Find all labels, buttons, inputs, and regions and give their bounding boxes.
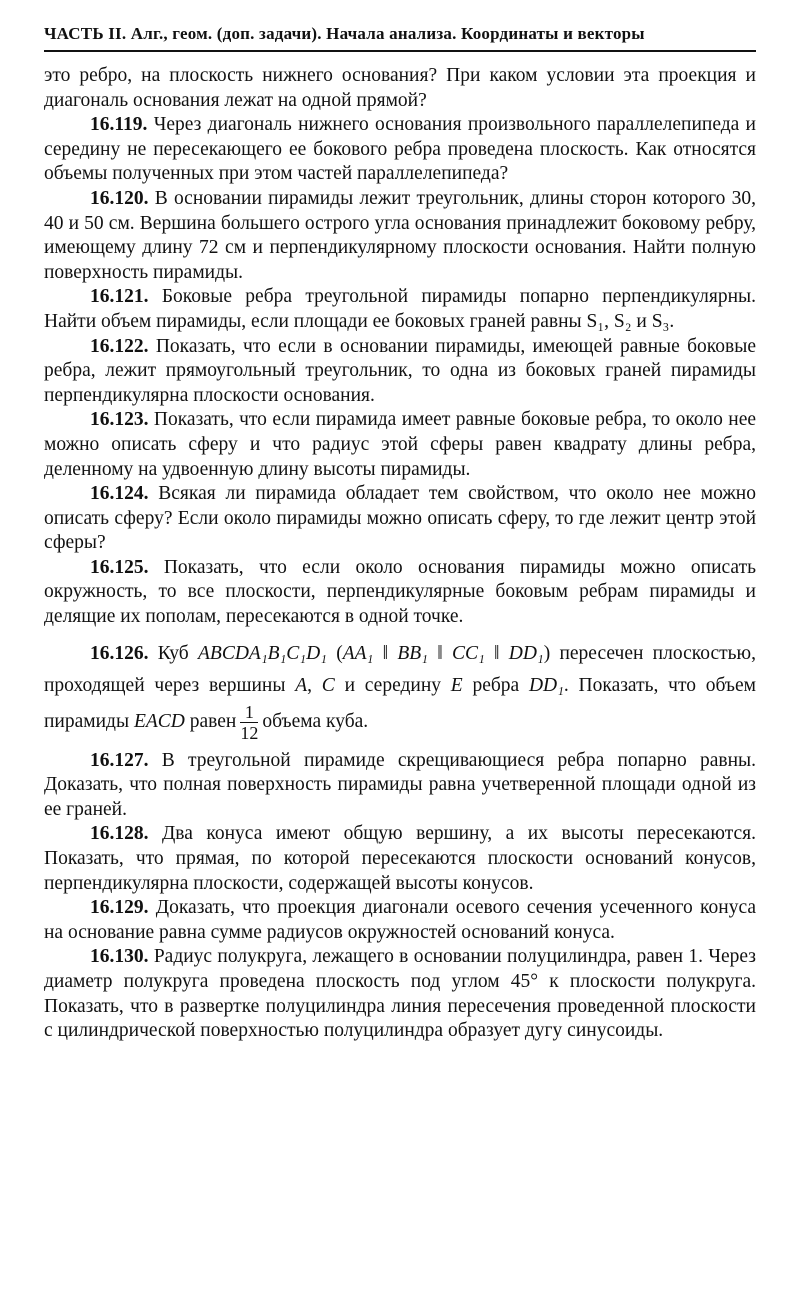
- problem-text: Всякая ли пирамида обладает тем свойством, что около нее можно описать сферу? Если около пирамиды можно описать сферу, то где лежит центр этой сферы?: [44, 483, 756, 554]
- problem-text: Показать, что если в основании пирамиды, имеющей равные боковые ребра, лежит прямоугольный треугольник, то одна из боковых граней пирамиды перпендикулярна плоскости основания.: [44, 335, 756, 406]
- problem-number: 16.119.: [90, 114, 148, 136]
- problem-16-124: [44, 482, 756, 556]
- problem-text: ) пересечен плоскостью, проходящей через вершины: [44, 642, 756, 696]
- math-point-e: E: [450, 674, 463, 696]
- lead-paragraph: это ребро, на плоскость нижнего основания? При каком условии эта проекция и диагональ основания лежат на одной прямой?: [44, 65, 756, 111]
- problem-text: . Показать, что объем пирамиды: [44, 674, 756, 732]
- problem-16-121: [44, 285, 756, 334]
- problem-text: равен: [184, 710, 237, 732]
- problem-text: объема куба.: [262, 710, 369, 732]
- problem-text: ,: [307, 674, 322, 696]
- text-body: [44, 64, 756, 1044]
- problem-number: 16.127.: [90, 749, 149, 771]
- problem-text: и середину: [334, 674, 451, 696]
- problem-number: 16.121.: [90, 286, 149, 308]
- problem-text: В основании пирамиды лежит треугольник, длины сторон которого 30, 40 и 50 см. Вершина большего острого угла основания принадлежит боковому ребру, имеющему длину 72 см и перпендикулярному плоскости основания. Найти полную поверхность пирамиды.: [44, 187, 756, 283]
- math-pyramid-eacd: EACD: [133, 710, 185, 732]
- problem-number: 16.120.: [90, 187, 149, 209]
- problem-number: 16.125.: [90, 556, 149, 578]
- math-edge-dd1: DD₁: [528, 674, 564, 696]
- problem-16-126: [44, 638, 756, 743]
- problem-number: 16.130.: [90, 946, 149, 968]
- math-vertex-c: C: [321, 674, 335, 696]
- problem-text: В треугольной пирамиде скрещивающиеся ребра попарно равны. Доказать, что полная поверхность пирамиды равна учетверенной площади одной из ее граней.: [44, 749, 756, 820]
- problem-16-128: [44, 822, 756, 896]
- problem-number: 16.122.: [90, 335, 149, 357]
- problem-16-125: [44, 556, 756, 630]
- problem-number: 16.123.: [90, 409, 149, 431]
- problem-16-119: [44, 113, 756, 187]
- page: [44, 24, 756, 1044]
- math-parallel-edges: AA₁ ‖ BB₁ ‖ CC₁ ‖ DD₁: [342, 642, 544, 664]
- problem-text: (: [326, 642, 343, 664]
- problem-text: Радиус полукруга, лежащего в основании полуцилиндра, равен 1. Через диаметр полукруга проведена плоскость под углом 45° к плоскости полукруга. Показать, что в развертке полуцилиндра линия пересечения проведенной плоскости с цилиндрической поверхностью полуцилиндра образует дугу синусоиды.: [44, 946, 756, 1042]
- problem-number: 16.124.: [90, 483, 149, 505]
- running-header: ЧАСТЬ II. Алг., геом. (доп. задачи). Начала анализа. Координаты и векторы: [44, 24, 756, 52]
- problem-16-129: [44, 896, 756, 945]
- problem-text: Через диагональ нижнего основания произвольного параллелепипеда и середину не пересекающего ее бокового ребра проведена плоскость. Как относятся объемы полученных при этом частей параллелепипеда?: [44, 114, 756, 185]
- problem-text: Куб: [148, 642, 198, 664]
- problem-text: ребра: [462, 674, 529, 696]
- problem-16-123: [44, 408, 756, 482]
- math-vertex-a: A: [295, 674, 308, 696]
- fraction-one-twelfth: [240, 702, 258, 743]
- fraction-denominator: 12: [240, 722, 259, 743]
- problem-text: Показать, что если около основания пирамиды можно описать окружность, то все плоскости, перпендикулярные боковым ребрам пирамиды и делящие их пополам, пересекаются в одной точке.: [44, 556, 756, 628]
- problem-16-122: [44, 335, 756, 409]
- problem-number: 16.128.: [90, 823, 149, 845]
- problem-text: Показать, что если пирамида имеет равные боковые ребра, то около нее можно описать сферу и что радиус этой сферы равен квадрату длины ребра, деленному на удвоенную длину высоты пирамиды.: [44, 409, 756, 480]
- math-cube-name: ABCDA₁B₁C₁D₁: [198, 642, 327, 664]
- problem-number: 16.129.: [90, 897, 149, 919]
- problem-number: 16.126.: [90, 642, 149, 664]
- fraction-numerator: 1: [240, 702, 258, 723]
- problem-text: Боковые ребра треугольной пирамиды попарно перпендикулярны. Найти объем пирамиды, если площади ее боковых граней равны S₁, S₂ и S₃.: [44, 286, 756, 332]
- problem-text: Два конуса имеют общую вершину, а их высоты пересекаются. Показать, что прямая, по которой пересекаются плоскости оснований конусов, перпендикулярна плоскости, содержащей высоты конусов.: [44, 823, 756, 894]
- problem-16-130: [44, 945, 756, 1043]
- problem-16-127: [44, 749, 756, 823]
- problem-text: Доказать, что проекция диагонали осевого сечения усеченного конуса на основание равна сумме радиусов окружностей оснований конуса.: [44, 897, 756, 943]
- problem-16-120: [44, 187, 756, 285]
